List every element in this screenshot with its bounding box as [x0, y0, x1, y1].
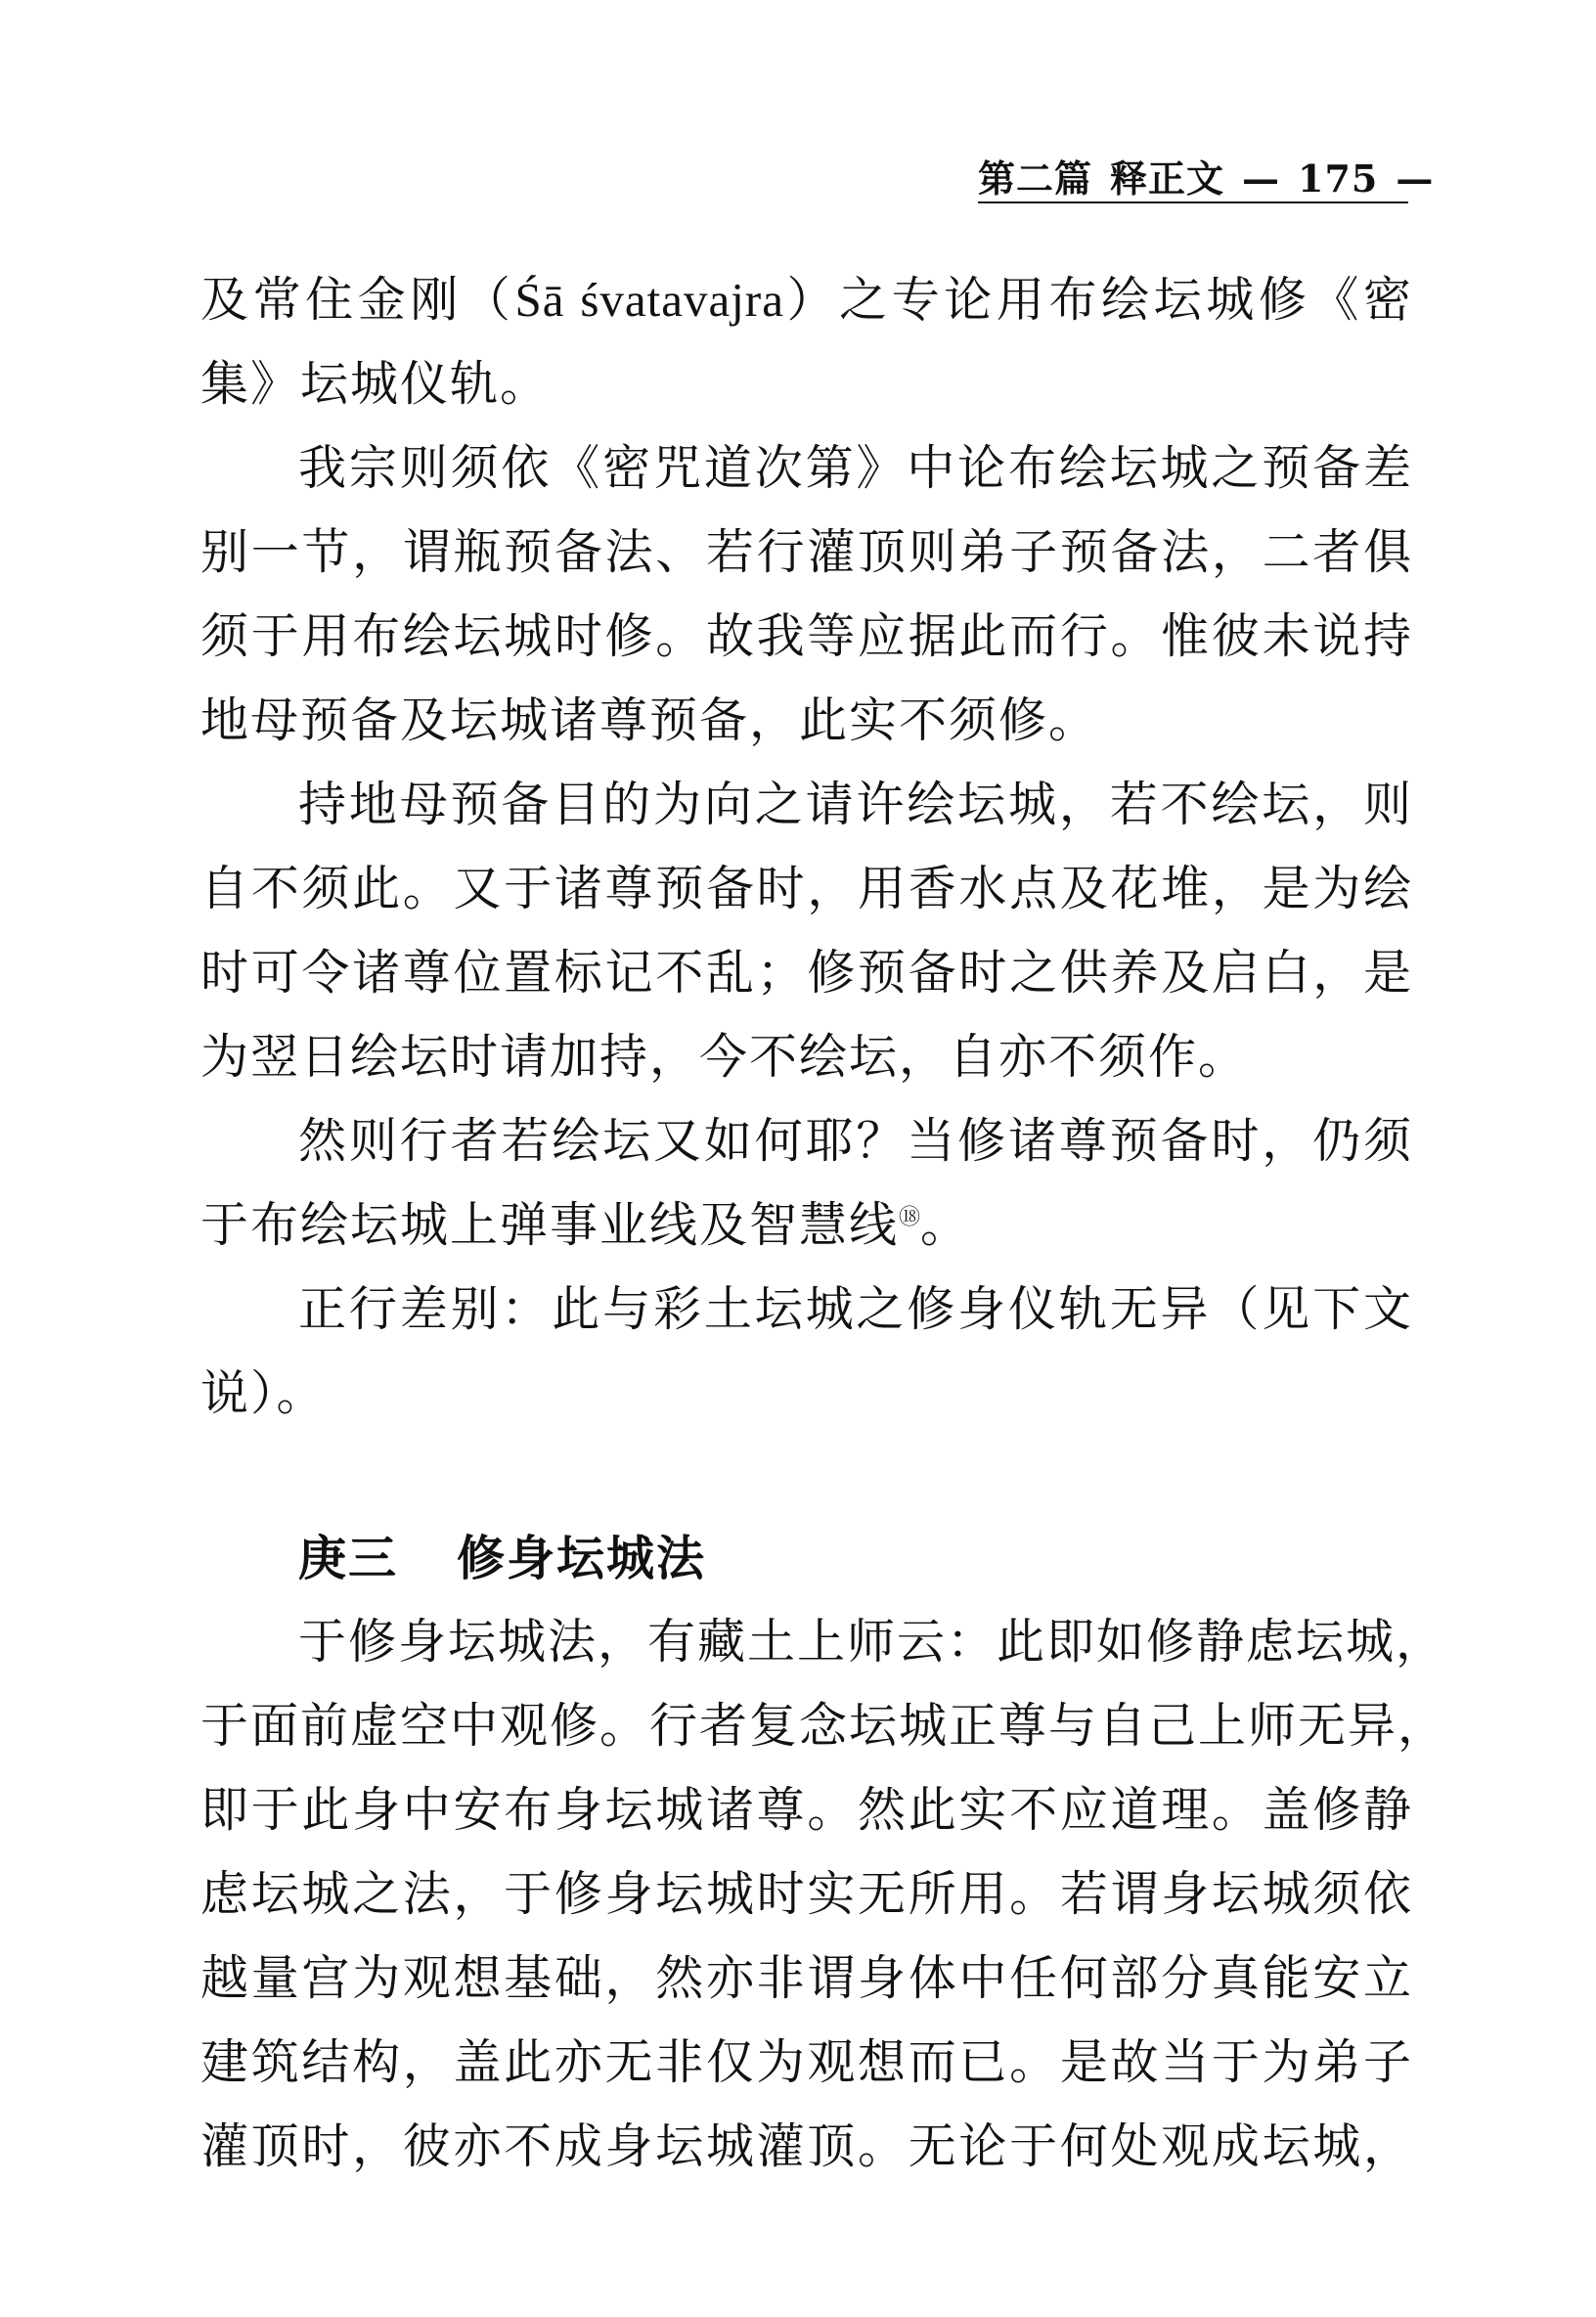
header-chapter: 第二篇 — [978, 156, 1093, 201]
paragraph-line: 我宗则须依《密咒道次第》中论布绘坛城之预备差 — [298, 440, 1413, 496]
page-number: 175 — [1298, 156, 1379, 201]
text-run: 于布绘坛城上弹事业线及智慧线 — [200, 1197, 900, 1253]
paragraph-line — [200, 1183, 1413, 1268]
header-section: 释正文 — [1110, 156, 1225, 201]
paragraph-line: 说）。 — [200, 1365, 327, 1421]
paragraph-line: 集》坛城仪轨。 — [200, 356, 551, 412]
paragraph-line: 灌顶时，彼亦不成身坛城灌顶。无论于何处观成坛城， — [200, 2118, 1413, 2174]
section-heading — [298, 1516, 706, 1600]
paragraph-line: 建筑结构，盖此亦无非仅为观想而已。是故当于为弟子 — [200, 2034, 1413, 2090]
paragraph-line: 时可令诸尊位置标记不乱；修预备时之供养及启白，是 — [200, 945, 1413, 1001]
paragraph-line: 越量宫为观想基础，然亦非谓身体中任何部分真能安立 — [200, 1950, 1413, 2006]
text-run: ）之专论用布绘坛城修《密 — [783, 272, 1413, 328]
running-header — [978, 149, 1435, 207]
text-run: 。 — [920, 1197, 971, 1253]
footnote-marker: ⑱ — [899, 1205, 921, 1230]
paragraph-line: 为翌日绘坛时请加持，今不绘坛，自亦不须作。 — [200, 1029, 1249, 1085]
header-dash-right: — — [1396, 156, 1435, 201]
paragraph-line: 自不须此。又于诸尊预备时，用香水点及花堆，是为绘 — [200, 861, 1413, 916]
header-dash-left: — — [1242, 156, 1281, 201]
text-run: 及常住金刚（ — [200, 272, 515, 328]
paragraph-line: 然则行者若绘坛又如何耶？当修诸尊预备时，仍须 — [298, 1113, 1413, 1169]
paragraph-line: 正行差别：此与彩土坛城之修身仪轨无异（见下文 — [298, 1281, 1413, 1337]
paragraph-line: 于修身坛城法，有藏土上师云：此即如修静虑坛城， — [298, 1614, 1446, 1670]
paragraph-line: 须于用布绘坛城时修。故我等应据此而行。惟彼未说持 — [200, 608, 1413, 664]
paragraph-line — [200, 258, 1413, 342]
paragraph-line: 地母预备及坛城诸尊预备，此实不须修。 — [200, 692, 1099, 748]
header-rule — [978, 201, 1408, 203]
paragraph-line: 持地母预备目的为向之请许绘坛城，若不绘坛，则 — [298, 777, 1413, 832]
section-title: 修身坛城法 — [457, 1530, 707, 1586]
sanskrit-term: Śā śvatavajra — [514, 273, 784, 327]
paragraph-line: 即于此身中安布身坛城诸尊。然此实不应道理。盖修静 — [200, 1782, 1413, 1838]
paragraph-line: 虑坛城之法，于修身坛城时实无所用。若谓身坛城须依 — [200, 1866, 1413, 1922]
section-number: 庚三 — [298, 1530, 399, 1586]
paragraph-line: 别一节，谓瓶预备法、若行灌顶则弟子预备法，二者俱 — [200, 524, 1413, 580]
paragraph-line: 于面前虚空中观修。行者复念坛城正尊与自己上师无异， — [200, 1698, 1448, 1754]
